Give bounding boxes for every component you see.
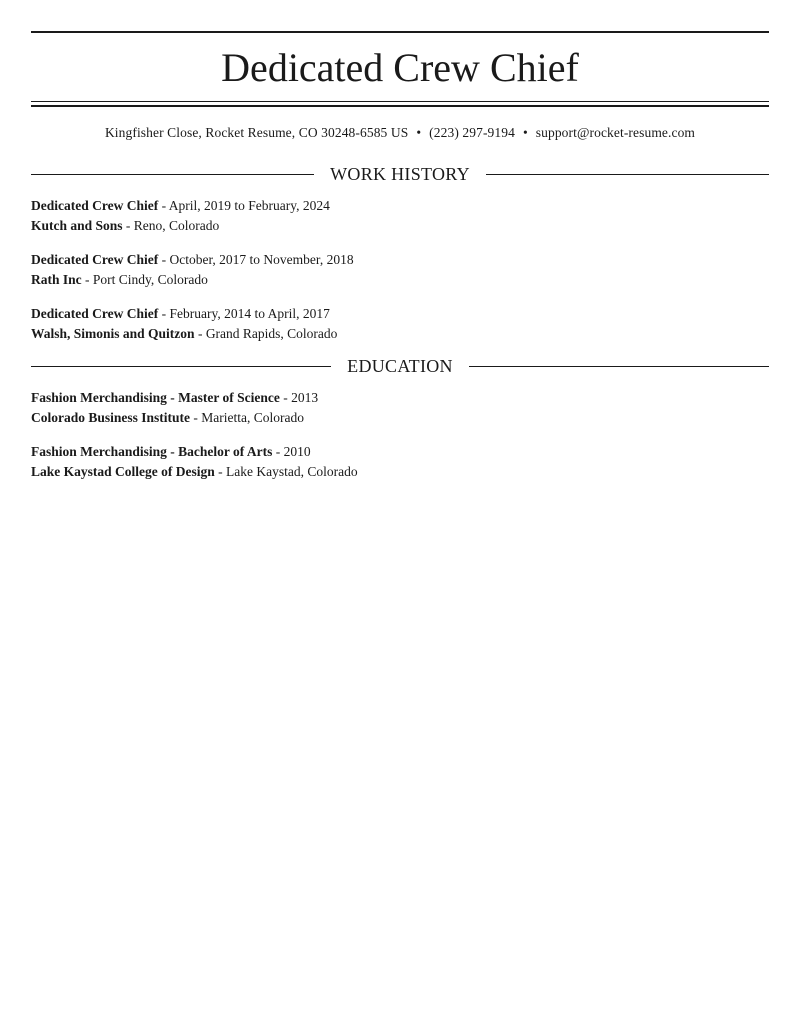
heading-rule-right (486, 174, 769, 175)
graduation-year: 2013 (291, 390, 319, 405)
contact-separator: • (416, 125, 422, 140)
work-entry (31, 304, 769, 343)
company-location: Port Cindy, Colorado (92, 271, 208, 287)
contact-separator: • (522, 125, 528, 140)
top-rule (31, 31, 769, 33)
school-name: Lake Kaystad College of Design (31, 463, 215, 479)
education-heading-label: EDUCATION (347, 356, 453, 376)
work-entry-company-line: Rath Inc - Port Cindy, Colorado (31, 271, 208, 287)
job-title: Dedicated Crew Chief (31, 306, 159, 321)
work-entry-company-line: Walsh, Simonis and Quitzon - Grand Rapids, Colorado (31, 325, 338, 341)
work-entry-title-line: Dedicated Crew Chief - February, 2014 to April, 2017 (31, 306, 330, 321)
education-entry (31, 442, 769, 481)
job-dates: April, 2019 to February, 2024 (168, 198, 330, 213)
work-entry-title-line: Dedicated Crew Chief - October, 2017 to November, 2018 (31, 252, 354, 267)
heading-rule-left (31, 366, 331, 367)
heading-rule-right (469, 366, 769, 367)
company-location: Grand Rapids, Colorado (205, 325, 338, 341)
education-entry-degree-line: Fashion Merchandising - Bachelor of Arts - 2010 (31, 444, 311, 459)
work-history-heading (31, 163, 769, 185)
job-dates: February, 2014 to April, 2017 (169, 306, 330, 321)
education-heading (31, 355, 769, 377)
degree-name: Fashion Merchandising - Master of Science (31, 390, 280, 405)
degree-name: Fashion Merchandising - Bachelor of Arts (31, 444, 273, 459)
company-name: Rath Inc (31, 271, 82, 287)
company-name: Kutch and Sons (31, 217, 123, 233)
company-location: Reno, Colorado (133, 217, 220, 233)
job-title: Dedicated Crew Chief (31, 198, 159, 213)
school-location: Lake Kaystad, Colorado (226, 463, 358, 479)
school-location: Marietta, Colorado (201, 409, 305, 425)
contact-line (31, 124, 769, 142)
education-entry-school-line: Colorado Business Institute - Marietta, Colorado (31, 409, 305, 425)
work-entry (31, 196, 769, 235)
education-entry-degree-line: Fashion Merchandising - Master of Science - 2013 (31, 390, 319, 405)
work-history-heading-label: WORK HISTORY (330, 164, 470, 184)
graduation-year: 2010 (283, 444, 311, 459)
work-entry (31, 250, 769, 289)
company-name: Walsh, Simonis and Quitzon (31, 325, 195, 341)
header-rule-thick (31, 105, 769, 107)
heading-rule-left (31, 174, 314, 175)
header-rule-thin (31, 101, 769, 102)
resume-name: Dedicated Crew Chief (221, 45, 579, 90)
education-entry (31, 388, 769, 427)
education-entry-school-line: Lake Kaystad College of Design - Lake Kaystad, Colorado (31, 463, 358, 479)
job-title: Dedicated Crew Chief (31, 252, 159, 267)
job-dates: October, 2017 to November, 2018 (169, 252, 354, 267)
contact-address: Kingfisher Close, Rocket Resume, CO 30248-6585 US (104, 125, 409, 140)
work-entry-company-line: Kutch and Sons - Reno, Colorado (31, 217, 220, 233)
contact-email: support@rocket-resume.com (535, 125, 696, 140)
school-name: Colorado Business Institute (31, 409, 191, 425)
work-entry-title-line: Dedicated Crew Chief - April, 2019 to February, 2024 (31, 198, 330, 213)
contact-phone: (223) 297-9194 (429, 125, 515, 140)
